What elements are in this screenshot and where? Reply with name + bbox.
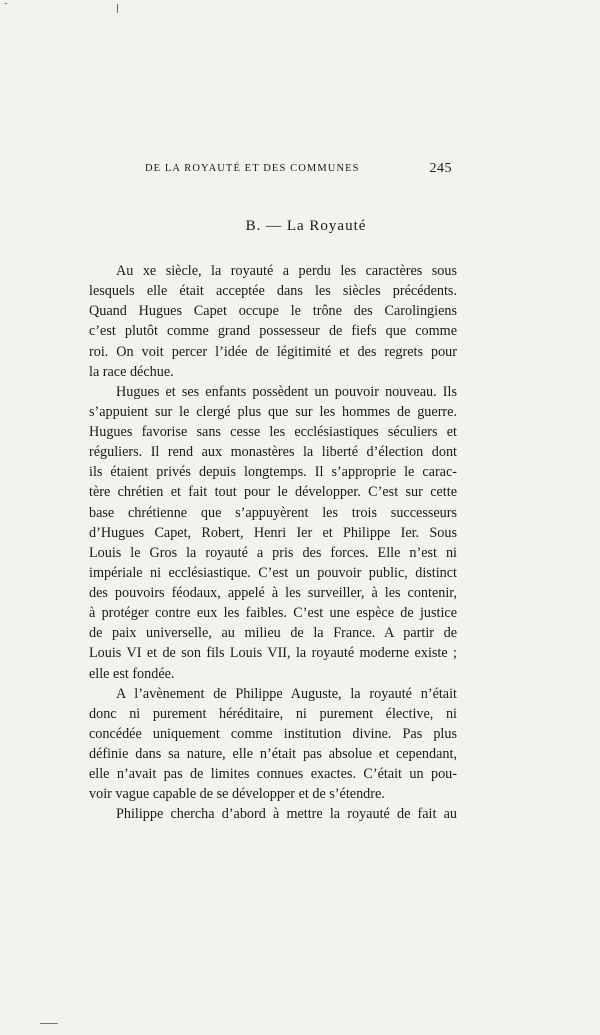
running-head-title: DE LA ROYAUTÉ ET DES COMMUNES: [145, 163, 360, 174]
text-line: elle n’avait pas de limites connues exactes. C’était un pou-: [89, 766, 457, 783]
text-line: elle est fondée.: [89, 665, 175, 682]
text-line: de paix universelle, au milieu de la France. A partir de: [89, 625, 457, 642]
text-line: la race déchue.: [89, 363, 174, 380]
running-head: [145, 163, 452, 181]
text-line: voir vague capable de se développer et de s’étendre.: [89, 786, 385, 803]
text-line: impériale ni ecclésiastique. C’est un pouvoir public, distinct: [89, 564, 457, 581]
text-line: réguliers. Il rend aux monastères la liberté d’élection dont: [89, 444, 457, 461]
text-line: donc ni purement héréditaire, ni purement élective, ni: [89, 705, 457, 722]
margin-mark: [40, 1023, 58, 1024]
text-line: s’appuient sur le clergé plus que sur les hommes de guerre.: [89, 403, 457, 420]
text-line: Quand Hugues Capet occupe le trône des Carolingiens: [89, 303, 457, 320]
text-line: Louis le Gros la royauté a pris des forces. Elle n’est ni: [89, 544, 457, 561]
page-speck: [5, 3, 7, 4]
text-line: roi. On voit percer l’idée de légitimité et des regrets pour: [89, 343, 457, 360]
page-speck: [117, 4, 118, 13]
text-line: concédée uniquement comme institution divine. Pas plus: [89, 725, 457, 742]
section-heading: B. — La Royauté: [245, 218, 367, 234]
text-line: Hugues et ses enfants possèdent un pouvoir nouveau. Ils: [116, 383, 457, 400]
text-line: Au xe siècle, la royauté a perdu les caractères sous: [116, 263, 457, 279]
text-line: c’est plutôt comme grand possesseur de fiefs que comme: [89, 323, 457, 340]
text-line: à protéger contre eux les faibles. C’est une espèce de justice: [89, 605, 457, 622]
text-line: Hugues favorise sans cesse les ecclésiastiques séculiers et: [89, 424, 457, 440]
text-line: A l’avènement de Philippe Auguste, la royauté n’était: [116, 685, 457, 702]
text-line: d’Hugues Capet, Robert, Henri Ier et Philippe Ier. Sous: [89, 524, 457, 541]
text-line: lesquels elle était acceptée dans les siècles précédents.: [89, 283, 457, 300]
text-line: ils étaient privés depuis longtemps. Il s’approprie le carac-: [89, 464, 457, 481]
text-line: base chrétienne que s’appuyèrent les trois successeurs: [89, 504, 457, 521]
body-text: [89, 261, 457, 825]
text-line: Philippe chercha d’abord à mettre la royauté de fait au: [116, 806, 457, 823]
text-line: définie dans sa nature, elle n’était pas absolue et cependant,: [89, 746, 457, 762]
text-line: des pouvoirs féodaux, appelé à les surveiller, à les contenir,: [89, 585, 457, 601]
text-line: Louis VI et de son fils Louis VII, la royauté moderne existe ;: [89, 645, 457, 662]
text-line: tère chrétien et fait tout pour le développer. C’est sur cette: [89, 484, 457, 501]
page-number: 245: [429, 161, 452, 176]
